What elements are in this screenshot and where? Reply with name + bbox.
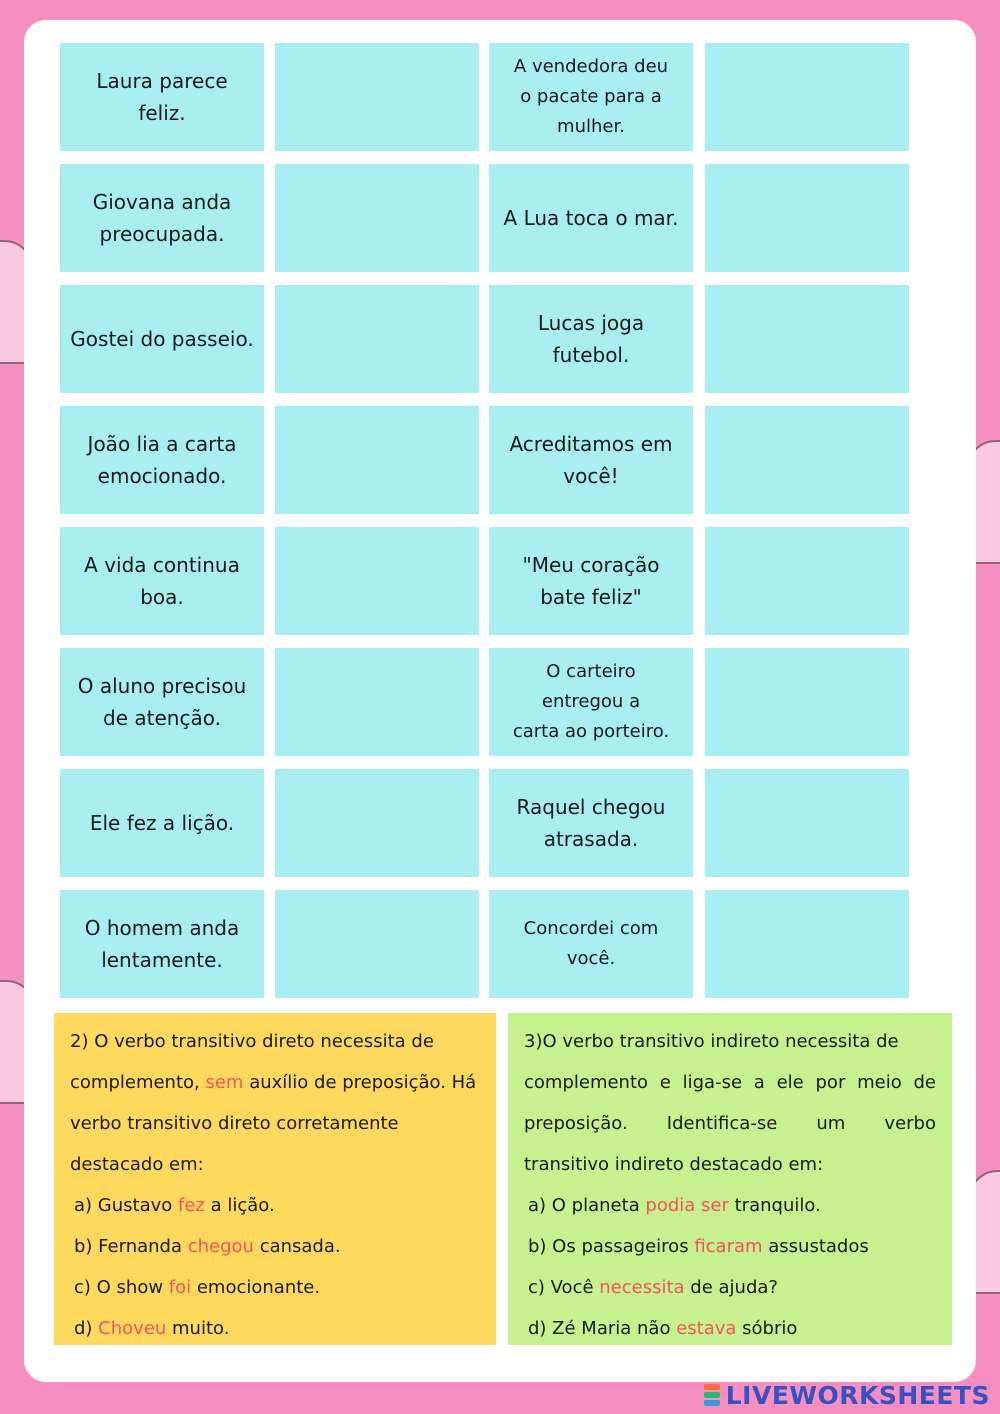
answer-slot-left-3[interactable] [275,285,479,393]
left-statement-5: A vida continua boa. [60,527,264,635]
right-statement-8: Concordei com você. [489,890,693,998]
right-statement-6: O carteiro entregou a carta ao porteiro. [489,648,693,756]
right-statement-2: A Lua toca o mar. [489,164,693,272]
question-3-line-2: complemento e liga-se a ele por meio de [524,1072,936,1093]
question-2-option-c[interactable]: c) O show foi emocionante. [74,1277,321,1298]
answer-slot-right-7[interactable] [705,769,909,877]
question-3-line-3: preposição. Identifica-se um verbo [524,1113,936,1134]
right-statement-7: Raquel chegou atrasada. [489,769,693,877]
question-3-option-c[interactable]: c) Você necessita de ajuda? [528,1277,778,1298]
answer-slot-left-4[interactable] [275,406,479,514]
question-2-line-1: 2) O verbo transitivo direto necessita de [70,1031,434,1052]
liveworksheets-logo[interactable] [704,1380,990,1410]
question-3-box [508,1013,952,1345]
answer-slot-left-5[interactable] [275,527,479,635]
question-2-line-2: complemento, sem auxílio de preposição. Há [70,1072,477,1093]
right-statement-5: "Meu coração bate feliz" [489,527,693,635]
question-2-option-b[interactable]: b) Fernanda chegou cansada. [74,1236,341,1257]
answer-slot-right-3[interactable] [705,285,909,393]
question-2-option-a[interactable]: a) Gustavo fez a lição. [74,1195,275,1216]
question-2-line-4: destacado em: [70,1154,204,1175]
answer-slot-left-2[interactable] [275,164,479,272]
left-statement-7: Ele fez a lição. [60,769,264,877]
question-2-line-3: verbo transitivo direto corretamente [70,1113,399,1134]
answer-slot-right-5[interactable] [705,527,909,635]
left-statement-8: O homem anda lentamente. [60,890,264,998]
left-statement-4: João lia a carta emocionado. [60,406,264,514]
answer-slot-right-4[interactable] [705,406,909,514]
right-statement-4: Acreditamos em você! [489,406,693,514]
left-statement-6: O aluno precisou de atenção. [60,648,264,756]
left-statement-2: Giovana anda preocupada. [60,164,264,272]
answer-slot-right-2[interactable] [705,164,909,272]
question-3-line-1: 3)O verbo transitivo indireto necessita de [524,1031,899,1052]
question-3-option-a[interactable]: a) O planeta podia ser tranquilo. [528,1195,821,1216]
question-3-line-4: transitivo indireto destacado em: [524,1154,824,1175]
logo-text: LIVEWORKSHEETS [725,1380,990,1410]
right-statement-1: A vendedora deu o pacate para a mulher. [489,43,693,151]
question-3-option-b[interactable]: b) Os passageiros ficaram assustados [528,1236,869,1257]
answer-slot-left-8[interactable] [275,890,479,998]
left-statement-1: Laura parece feliz. [60,43,264,151]
answer-slot-right-6[interactable] [705,648,909,756]
answer-slot-left-6[interactable] [275,648,479,756]
right-statement-3: Lucas joga futebol. [489,285,693,393]
logo-mark-icon [704,1384,720,1406]
answer-slot-right-1[interactable] [705,43,909,151]
answer-slot-right-8[interactable] [705,890,909,998]
left-statement-3: Gostei do passeio. [60,285,264,393]
question-2-option-d[interactable]: d) Choveu muito. [74,1318,230,1339]
question-3-option-d[interactable]: d) Zé Maria não estava sóbrio [528,1318,798,1339]
question-2-box [54,1013,496,1345]
answer-slot-left-7[interactable] [275,769,479,877]
answer-slot-left-1[interactable] [275,43,479,151]
